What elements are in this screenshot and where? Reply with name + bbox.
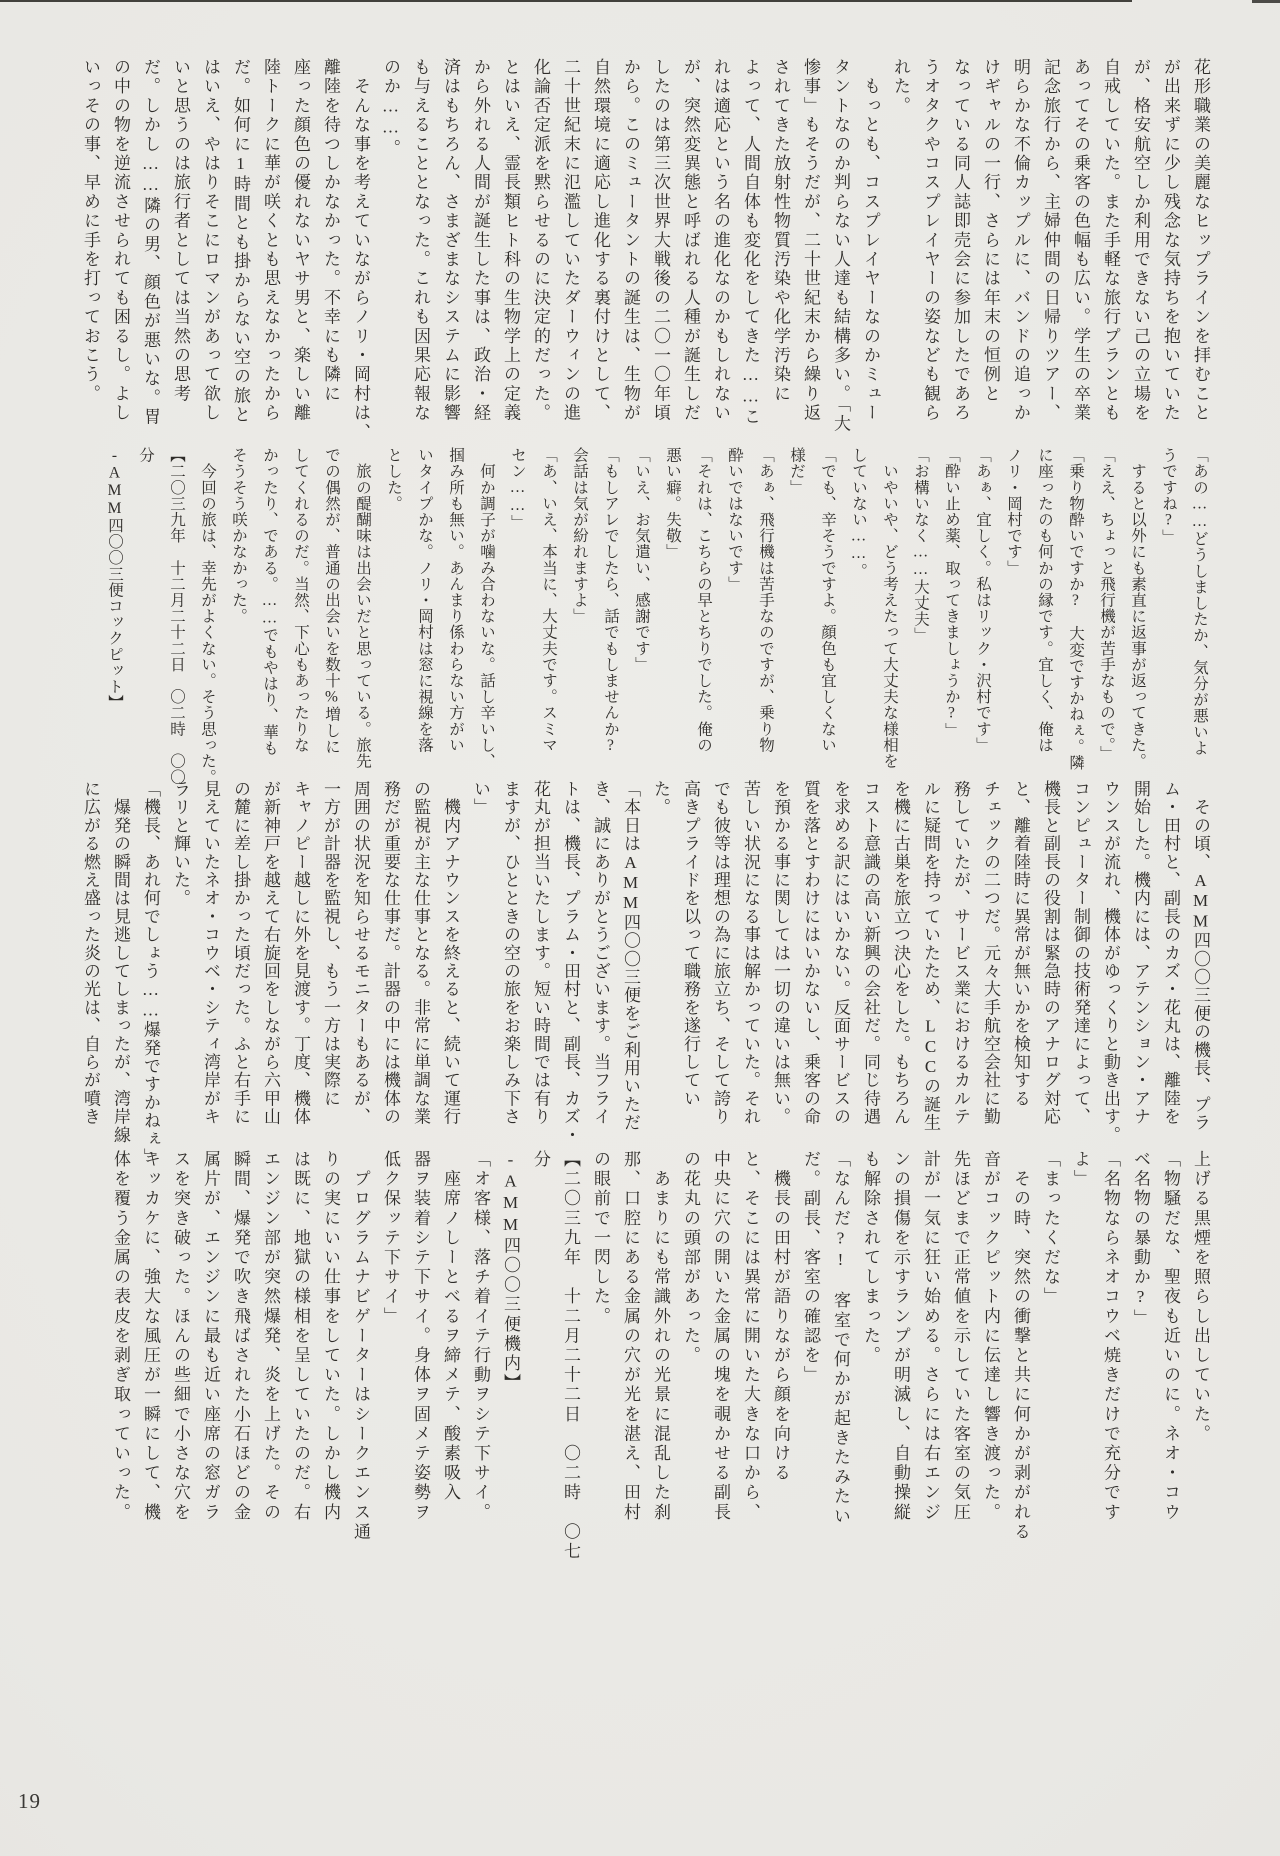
text-column: いタイプかな。ノリ・岡村は窓に視線を落 xyxy=(416,447,433,753)
text-column: タントなのか判らない人達も結構多い。「大 xyxy=(831,58,850,434)
text-column: うですね?」 xyxy=(1160,447,1177,546)
text-column: されてきた放射性物質汚染や化学汚染に xyxy=(771,58,790,404)
text-column: の中の物を逆流させられても困るし。よし xyxy=(111,58,130,423)
text-column: けギャルの一行、さらには年末の恒例と xyxy=(981,58,1000,404)
text-column: 属片が、エンジンに最も近い座席の窓ガラ xyxy=(201,1150,220,1523)
text-column: 「酔い止め薬、取ってきましょうか?」 xyxy=(943,447,960,739)
text-column: 周囲の状況を知らせるモニターもあるが、 xyxy=(351,780,370,1126)
text-column: 質を落とすわけにはいかないし、乗客の命 xyxy=(801,780,820,1126)
text-column: セン……」 xyxy=(509,447,526,531)
text-column: 陸トークに華が咲くとも思えなかったから xyxy=(261,58,280,423)
text-column: 「本日はAMM四〇〇三便をご利用いただ xyxy=(621,780,640,1132)
text-column: 低ク保ッテ下サイ」 xyxy=(381,1150,400,1327)
text-column: ルに疑問を持っていたため、LCCの誕生 xyxy=(921,780,940,1132)
text-column: 中央に穴の開いた金属の塊を覗かせる副長 xyxy=(711,1150,730,1523)
text-column: 【二〇三九年 十二月二十二日 〇二時 〇七 xyxy=(561,1150,580,1562)
text-column: 「お構いなく……大丈夫」 xyxy=(912,447,929,644)
text-column: 「あの……どうしましたか、気分が悪いよ xyxy=(1191,447,1208,756)
text-column: 記念旅行から、主婦仲間の日帰りツアー、 xyxy=(1041,58,1060,423)
text-column: キッカケに、強大な風圧が一瞬にして、機 xyxy=(141,1150,160,1523)
text-column: だ。如何に1時間とも掛からない空の旅と xyxy=(231,58,250,425)
text-column: 見えていたネオ・コウベ・シティ湾岸がキ xyxy=(201,780,220,1126)
text-column: ノリ・岡村です」 xyxy=(1005,447,1022,576)
text-block-3 xyxy=(67,780,1215,1167)
text-column: 「あ、いえ、本当に、大丈夫です。スミマ xyxy=(540,447,557,753)
text-column: が、突然変異態と呼ばれる人種が誕生しだ xyxy=(681,58,700,423)
text-column: が出来ずに少し残念な気持ちを抱いていた xyxy=(1161,58,1180,423)
text-column: れた。 xyxy=(891,58,910,116)
text-column: 一方が計器を監視し、もう一方は実際に xyxy=(321,780,340,1108)
text-column: スを突き破った。ほんの些細で小さな穴を xyxy=(171,1150,190,1523)
text-column: あまりにも常識外れの光景に混乱した刹 xyxy=(651,1150,670,1523)
text-column: 会話は気が紛れますよ」 xyxy=(571,447,588,625)
text-column: 何か調子が噛み合わないな。話し辛いし、 xyxy=(478,447,495,769)
text-block-2 xyxy=(93,447,1215,786)
text-column: 自戒していた。また手軽な旅行プランとも xyxy=(1101,58,1120,423)
text-column: 機内アナウンスを終えると、続いて運行 xyxy=(441,780,460,1126)
text-column: 務していたが、サービス業におけるカルテ xyxy=(951,780,970,1126)
text-column: での偶然が、普通の出会いを数十%増しに xyxy=(323,447,340,755)
text-column: 悪い癖。失敬」 xyxy=(664,447,681,560)
text-column: とはいえ、霊長類ヒト科の生物学上の定義 xyxy=(501,58,520,423)
text-column: に広がる燃え盛った炎の光は、自らが噴き xyxy=(81,780,100,1126)
text-column: 苦しい状況になる事は解かっていた。それ xyxy=(741,780,760,1126)
text-column: 明らかな不倫カップルに、バンドの追っか xyxy=(1011,58,1030,423)
text-column: 惨事」もそうだが、二十世紀末から繰り返 xyxy=(801,58,820,423)
text-column: 「乗り物酔いですか? 大変ですかねぇ。隣 xyxy=(1067,447,1084,771)
text-column: のか……。 xyxy=(381,58,400,158)
text-column: かったり、である。……でもやはり、華も xyxy=(261,447,278,756)
text-column: 花形職業の美麗なヒップラインを拝むこと xyxy=(1191,58,1210,423)
text-column: 高きプライドを以って職務を遂行してい xyxy=(681,780,700,1108)
text-column: に座ったのも何かの縁です。宜しく、俺は xyxy=(1036,447,1053,753)
text-column: プログラムナビゲーターはシークエンス通 xyxy=(351,1150,370,1542)
text-column: と、離着陸時に異常が無いかを検知する xyxy=(1011,780,1030,1108)
text-column: ウンスが流れ、機体がゆっくりと動き出す。 xyxy=(1101,780,1120,1144)
text-column: コスト意識の高い新興の会社だ。同じ待遇 xyxy=(861,780,880,1126)
text-column: 「機長、あれ何でしょう……爆発ですかねぇ」 xyxy=(141,780,160,1167)
text-column: 「あぁ、宜しく。私はリック・沢村です」 xyxy=(974,447,991,753)
text-column: 務だが重要な仕事だ。計器の中には機体の xyxy=(381,780,400,1126)
text-column: だ。副長、客室の確認を」 xyxy=(801,1150,820,1386)
text-column: の花丸の頭部があった。 xyxy=(681,1150,700,1366)
text-column: その頃、AMM四〇〇三便の機長、プラ xyxy=(1191,780,1210,1132)
text-column: そうそう咲かなかった。 xyxy=(230,447,247,625)
scan-artifact-top-edge xyxy=(0,0,1132,2)
text-column: 離陸を待つしかなかった。不幸にも隣に xyxy=(321,58,340,404)
text-column: 「物騒だな、聖夜も近いのに。ネオ・コウ xyxy=(1161,1150,1180,1523)
text-column: 花丸が担当いたします。短い時間では有り xyxy=(531,780,550,1126)
text-column: していない……。 xyxy=(850,447,867,579)
text-column: ム・田村と、副長のカズ・花丸は、離陸を xyxy=(1161,780,1180,1126)
text-column: 二十世紀末に氾濫していたダーウィンの進 xyxy=(561,58,580,423)
text-column: うオタクやコスプレイヤーの姿なども観ら xyxy=(921,58,940,423)
text-column: りの実にいい仕事をしていた。しかし機内 xyxy=(321,1150,340,1523)
text-column: 体を覆う金属の表皮を剥ぎ取っていった。 xyxy=(111,1150,130,1523)
text-column: すると以外にも素直に返事が返ってきた。 xyxy=(1129,447,1146,769)
text-column: を預かる事に関しては一切の違いは無い。 xyxy=(771,780,790,1126)
text-column: い」 xyxy=(471,780,490,817)
text-block-1 xyxy=(67,58,1215,446)
text-column: いやいや、どう考えたって大丈夫な様相を xyxy=(881,447,898,769)
text-column: ますが、ひとときの空の旅をお楽しみ下さ xyxy=(501,780,520,1126)
text-column: -AMM四〇〇三便機内】 xyxy=(501,1150,520,1394)
text-column: 酔いではないです」 xyxy=(726,447,743,592)
text-column: た。 xyxy=(651,780,670,817)
text-column: エンジン部が突然爆発、炎を上げた。その xyxy=(261,1150,280,1523)
text-column: は既に、地獄の様相を呈していたのだ。右 xyxy=(291,1150,310,1523)
text-column: 座った顔色の優れないヤサ男と、楽しい離 xyxy=(291,58,310,423)
text-column: 「それは、こちらの早とちりでした。俺の xyxy=(695,447,712,753)
text-column: を求める訳にはいかない。反面サービスの xyxy=(831,780,850,1126)
text-column: 「ええ、ちょっと飛行機が苦手なもので。」 xyxy=(1098,447,1115,762)
text-column: 機長の田村が語りながら顔を向ける xyxy=(771,1150,790,1484)
text-column: あってその乗客の色幅も広い。学生の卒業 xyxy=(1071,58,1090,423)
text-column: 旅の醍醐味は出会いだと思っている。旅先 xyxy=(354,447,371,769)
text-column: が、格安航空しか利用できない己の立場を xyxy=(1131,58,1150,423)
text-column: ンの損傷を示すランプが明滅し、自動操縦 xyxy=(891,1150,910,1523)
text-column: でも彼等は理想の為に旅立ち、そして誇り xyxy=(711,780,730,1126)
text-column: 「名物ならネオコウベ焼きだけで充分です xyxy=(1101,1150,1120,1523)
text-column: の麓に差し掛かった頃だった。ふと右手に xyxy=(231,780,250,1126)
text-column: 「まったくだな」 xyxy=(1041,1150,1060,1307)
text-column: いと思うのは旅行者としては当然の思考 xyxy=(171,58,190,404)
text-column: チェックの二つだ。元々大手航空会社に勤 xyxy=(981,780,1000,1126)
text-column: 開始した。機内には、アテンション・アナ xyxy=(1131,780,1150,1126)
text-block-4 xyxy=(93,1150,1215,1562)
text-column: 瞬間、爆発で吹き飛ばされた小石ほどの金 xyxy=(231,1150,250,1523)
text-column: も解除されてしまった。 xyxy=(861,1150,880,1366)
text-column: 「もしアレでしたら、話でもしませんか? xyxy=(602,447,619,755)
text-column: の眼前で一閃した。 xyxy=(591,1150,610,1327)
text-column: から。このミュータントの誕生は、生物が xyxy=(621,58,640,423)
text-column: キャノピー越しに外を見渡す。丁度、機体 xyxy=(291,780,310,1126)
text-column: もっとも、コスプレイヤーなのかミュー xyxy=(861,58,880,423)
text-column: -AMM四〇〇三便コックピット】 xyxy=(106,447,123,711)
text-column: したのは第三次世界大戦後の二〇一〇年頃 xyxy=(651,58,670,423)
text-column: トは、機長、プラム・田村と、副長、カズ・ xyxy=(561,780,580,1144)
text-column: はいえ、やはりそこにロマンがあって欲し xyxy=(201,58,220,423)
text-column: き、誠にありがとうございます。当フライ xyxy=(591,780,610,1126)
text-column: 座席ノしーとべるヲ締メテ、酸素吸入 xyxy=(441,1150,460,1503)
text-column: ベ名物の暴動か?」 xyxy=(1131,1150,1150,1329)
text-column: の監視が主な仕事となる。非常に単調な業 xyxy=(411,780,430,1126)
text-column: 化論否定派を黙らせるのに決定的だった。 xyxy=(531,58,550,423)
text-column: 自然環境に適応し進化する裏付けとして、 xyxy=(591,58,610,423)
text-column: 「オ客様、落チ着イテ行動ヲシテ下サイ。 xyxy=(471,1150,490,1523)
text-column: とした。 xyxy=(385,447,402,512)
text-column: から外れる人間が誕生した事は、政治・経 xyxy=(471,58,490,423)
text-column: れは適応という名の進化なのかもしれない xyxy=(711,58,730,423)
text-column: 掴み所も無い。あんまり係わらない方がい xyxy=(447,447,464,753)
text-column: 「なんだ?! 客室で何かが起きたみたい xyxy=(831,1150,850,1527)
text-column: を機に古巣を旅立つ決心をした。もちろん xyxy=(891,780,910,1126)
text-column: 【二〇三九年 十二月二十二日 〇二時 〇〇 xyxy=(168,447,185,786)
text-column: 「いえ、お気遣い、感謝です」 xyxy=(633,447,650,673)
text-column: も与えることとなった。これも因果応報な xyxy=(411,58,430,423)
text-column: 計が一気に狂い始める。さらには右エンジ xyxy=(921,1150,940,1523)
text-column: してくれるのだ。当然、下心もあったりな xyxy=(292,447,309,753)
text-column: そんな事を考えていながらノリ・岡村は、 xyxy=(351,58,370,442)
text-column: 爆発の瞬間は見逃してしまったが、湾岸線 xyxy=(111,780,130,1144)
text-column: が新神戸を越えて右旋回をしながら六甲山 xyxy=(261,780,280,1126)
scan-artifact-top-right xyxy=(1252,0,1280,3)
text-column: と、そこには異常に開いた大きな口から、 xyxy=(741,1150,760,1523)
text-column: 今回の旅は、幸先がよくない。そう思った。 xyxy=(199,447,216,786)
text-column: 器ヲ装着シテ下サイ。身体ヲ固メテ姿勢ヲ xyxy=(411,1150,430,1523)
page-number: 19 xyxy=(18,1789,41,1813)
text-column: いっその事、早めに手を打っておこう。 xyxy=(81,58,100,404)
text-column: 先ほどまで正常値を示していた客室の気圧 xyxy=(951,1150,970,1523)
text-column: 様だ」 xyxy=(788,447,805,496)
text-column: 那、口腔にある金属の穴が光を湛え、田村 xyxy=(621,1150,640,1523)
text-column: 「あぁ、飛行機は苦手なのですが、乗り物 xyxy=(757,447,774,753)
text-column: 分 xyxy=(137,447,154,464)
text-column: その時、突然の衝撃と共に何かが剥がれる xyxy=(1011,1150,1030,1542)
text-column: よって、人間自体も変化をしてきた……こ xyxy=(741,58,760,427)
text-column: 分 xyxy=(531,1150,550,1170)
text-column: 済はもちろん、さまざまなシステムに影響 xyxy=(441,58,460,423)
text-column: よ」 xyxy=(1071,1150,1090,1190)
text-column: 上げる黒煙を照らし出していた。 xyxy=(1191,1150,1210,1444)
text-column: コンピューター制御の技術発達によって、 xyxy=(1071,780,1090,1126)
text-column: だ。しかし……隣の男、顔色が悪いな。胃 xyxy=(141,58,160,427)
text-column: 機長と副長の役割は緊急時のアナログ対応 xyxy=(1041,780,1060,1126)
text-column: 音がコックピット内に伝達し響き渡った。 xyxy=(981,1150,1000,1523)
text-column: 「でも、辛そうですよ。顔色も宜しくない xyxy=(819,447,836,753)
text-column: ラリと輝いた。 xyxy=(171,780,190,908)
text-column: なっている同人誌即売会に参加したであろ xyxy=(951,58,970,423)
